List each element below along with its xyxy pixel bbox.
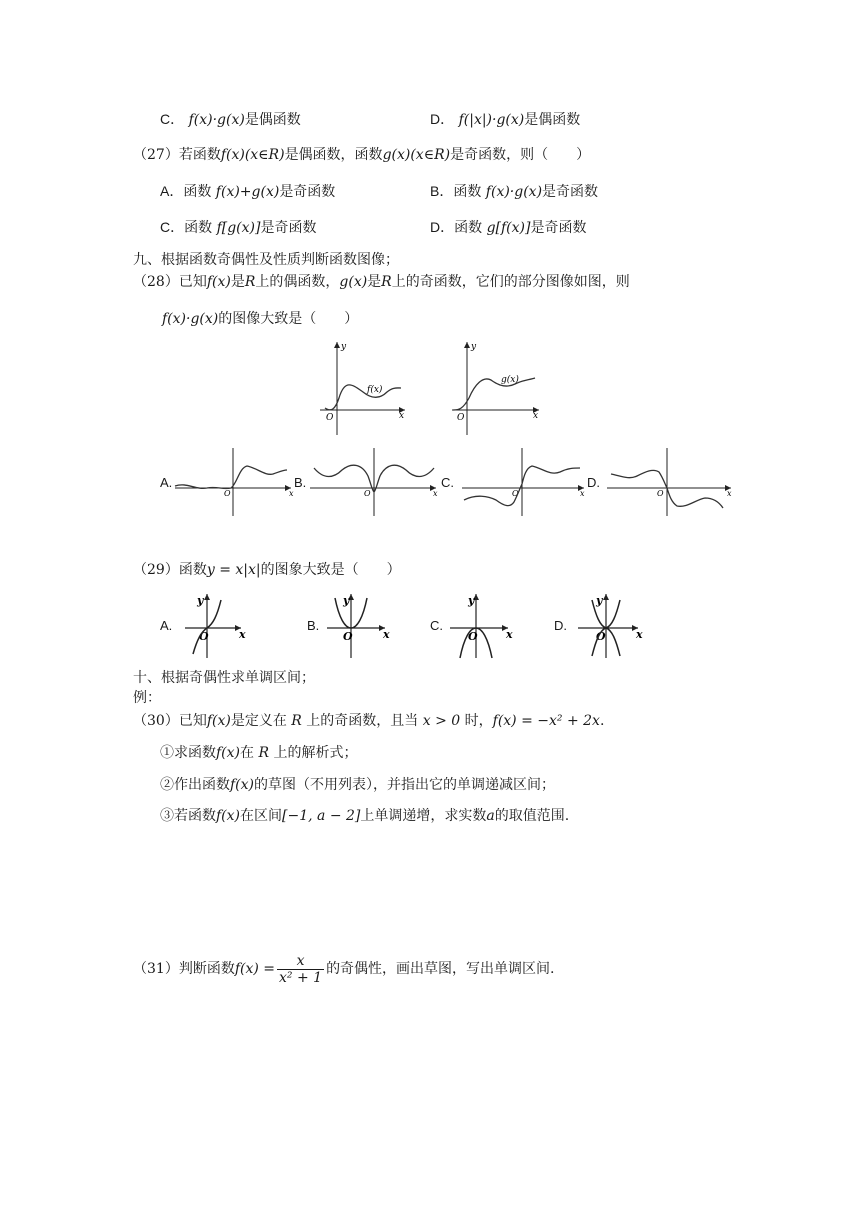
axis-x-label: x: [239, 628, 246, 641]
part-text: ①求函数: [160, 745, 216, 761]
q28-option-c-label: C.: [441, 475, 454, 490]
q29-option-c-graph: [448, 592, 518, 660]
question-number: （29）: [133, 562, 179, 578]
part-text: ②作出函数: [160, 777, 230, 793]
q26-option-d: [430, 109, 580, 130]
section-heading: 九、根据函数奇偶性及性质判断函数图像；: [133, 252, 399, 268]
option-text: 是奇函数: [260, 220, 317, 236]
stem-text: 已知: [178, 713, 207, 729]
axis-y-label: y: [341, 342, 347, 352]
curve-label-g: g(x): [501, 375, 519, 385]
origin-label: O: [596, 630, 606, 643]
math-expr: f(x): [216, 745, 241, 761]
option-label: C．: [160, 111, 185, 127]
origin-label: O: [457, 413, 465, 423]
axis-y-label: y: [197, 594, 204, 607]
stem-text: 的图像大致是（ ）: [218, 311, 359, 327]
q28-option-d-graph: [605, 446, 735, 518]
question-number: （28）: [133, 274, 179, 290]
q28-option-b-graph: [308, 446, 440, 518]
axis-y-label: y: [343, 594, 350, 607]
part-text: 在区间: [240, 808, 283, 824]
math-expr: f(x)(x∈R): [220, 147, 285, 163]
axis-x-label: x: [433, 489, 438, 498]
stem-text: 是: [367, 274, 382, 290]
origin-label: O: [326, 413, 334, 423]
math-expr: R: [291, 713, 302, 729]
stem-text: .: [599, 713, 605, 729]
q30-part-1: [160, 743, 357, 763]
option-text: 函数: [184, 220, 213, 236]
part-text: 上的解析式；: [273, 745, 358, 761]
stem-text: 是奇函数，则（ ）: [450, 147, 591, 163]
stem-text: 的奇偶性，画出草图，写出单调区间.: [326, 961, 555, 977]
option-label: C．: [160, 219, 185, 235]
q31-stem: [133, 952, 555, 986]
fraction-numerator: x: [277, 953, 324, 970]
option-text: 函数: [454, 220, 483, 236]
q30-part-2: [160, 775, 555, 795]
math-expr: f(x) = −x² + 2x: [492, 713, 600, 729]
axis-x-label: x: [399, 411, 405, 421]
math-expr: g[f(x)]: [486, 220, 531, 236]
math-expr: f(x): [216, 808, 241, 824]
part-text: ③若函数: [160, 808, 216, 824]
stem-text: 是偶函数，函数: [284, 147, 383, 163]
curve-label-f: f(x): [367, 385, 383, 395]
stem-text: 的图象大致是（ ）: [260, 562, 401, 578]
axis-x-label: x: [383, 628, 390, 641]
q27-stem: [133, 145, 590, 165]
q29-option-a-graph: [183, 592, 251, 660]
part-text: 上单调递增，求实数: [360, 808, 487, 824]
option-text: 是奇函数: [530, 220, 587, 236]
math-expr: [−1, a − 2]: [282, 808, 361, 824]
stem-text: 是定义在: [230, 713, 287, 729]
option-text: 是偶函数: [524, 112, 581, 128]
stem-text: 是: [230, 274, 245, 290]
q27-option-a: [160, 181, 335, 202]
q27-option-b: [430, 181, 598, 202]
fraction: [277, 953, 324, 986]
option-text: 是偶函数: [244, 112, 301, 128]
stem-text: 若函数: [178, 147, 221, 163]
q29-option-c-label: C.: [430, 618, 443, 633]
axis-y-label: y: [468, 594, 475, 607]
q27-option-c: [160, 217, 316, 238]
q29-option-b-label: B.: [307, 618, 320, 633]
part-text: 的取值范围.: [494, 808, 570, 824]
option-text: 函数: [183, 184, 212, 200]
origin-label: O: [512, 489, 519, 498]
stem-text: 时，: [464, 713, 493, 729]
option-text: 函数: [453, 184, 482, 200]
q28-stem-line2: [162, 309, 358, 329]
math-expr: g(x): [339, 274, 368, 290]
option-text: 是奇函数: [542, 184, 599, 200]
origin-label: O: [364, 489, 371, 498]
math-expr: f(x): [230, 777, 255, 793]
math-expr: g(x)(x∈R): [382, 147, 451, 163]
question-number: （31）: [133, 961, 179, 977]
stem-text: 函数: [178, 562, 207, 578]
fraction-denominator: x² + 1: [279, 969, 323, 986]
q29-option-d-graph: [576, 592, 646, 660]
q28-option-d-label: D.: [587, 475, 600, 490]
math-expr: f(|x|)·g(x): [458, 112, 525, 128]
axis-x-label: x: [289, 489, 294, 498]
q27-option-d: [430, 217, 586, 238]
q29-option-a-label: A.: [160, 618, 173, 633]
math-expr: f(x)·g(x): [485, 184, 543, 200]
part-text: 在: [240, 745, 255, 761]
option-label: D．: [430, 111, 455, 127]
option-label: A．: [160, 183, 184, 199]
q28-option-a-graph: [173, 446, 298, 518]
q29-option-b-graph: [325, 592, 395, 660]
math-expr: R: [381, 274, 392, 290]
q29-option-d-label: D.: [554, 618, 567, 633]
axis-y-label: y: [471, 342, 477, 352]
q30-stem: [133, 711, 604, 731]
origin-label: O: [224, 489, 231, 498]
math-expr: f(x)·g(x): [162, 311, 219, 327]
stem-text: 已知: [178, 274, 207, 290]
math-expr: f(x)+g(x): [215, 184, 280, 200]
q28-option-b-label: B.: [294, 475, 307, 490]
q28-option-a-label: A.: [160, 475, 173, 490]
axis-x-label: x: [506, 628, 513, 641]
stem-text: 上的奇函数，且当: [306, 713, 419, 729]
q30-part-3: [160, 806, 569, 826]
axis-x-label: x: [727, 489, 732, 498]
stem-text: 上的偶函数，: [255, 274, 340, 290]
option-text: 是奇函数: [279, 184, 336, 200]
example-label: 例：: [133, 690, 161, 706]
math-expr: f(x): [206, 274, 231, 290]
math-expr: x > 0: [422, 713, 461, 729]
math-expr: f(x): [206, 713, 231, 729]
q26-option-c: [160, 109, 301, 130]
axis-x-label: x: [533, 411, 539, 421]
part-text: 的草图（不用列表），并指出它的单调递减区间；: [254, 777, 556, 793]
q29-stem: [133, 560, 401, 580]
stem-text: 上的奇函数，它们的部分图像如图，则: [391, 274, 630, 290]
origin-label: O: [468, 630, 478, 643]
graph-f: [315, 340, 415, 436]
q28-option-c-graph: [460, 446, 588, 518]
math-expr: y = x|x|: [206, 562, 261, 578]
graph-g: [447, 340, 547, 436]
axis-x-label: x: [636, 628, 643, 641]
math-expr: f(x)·g(x): [188, 112, 245, 128]
question-number: （30）: [133, 713, 179, 729]
origin-label: O: [657, 489, 664, 498]
option-label: D．: [430, 219, 455, 235]
math-expr: f(x) =: [234, 961, 276, 977]
stem-text: 判断函数: [178, 961, 235, 977]
math-expr: R: [244, 274, 256, 290]
math-expr: R: [258, 745, 270, 761]
axis-y-label: y: [596, 594, 603, 607]
math-expr: a: [486, 808, 495, 824]
section-heading: 十、根据奇偶性求单调区间；: [133, 670, 315, 686]
origin-label: O: [343, 630, 353, 643]
math-expr: f[g(x)]: [216, 220, 261, 236]
origin-label: O: [199, 630, 209, 643]
axis-x-label: x: [580, 489, 585, 498]
question-number: （27）: [133, 147, 179, 163]
q28-stem: [133, 272, 630, 292]
option-label: B．: [430, 183, 454, 199]
